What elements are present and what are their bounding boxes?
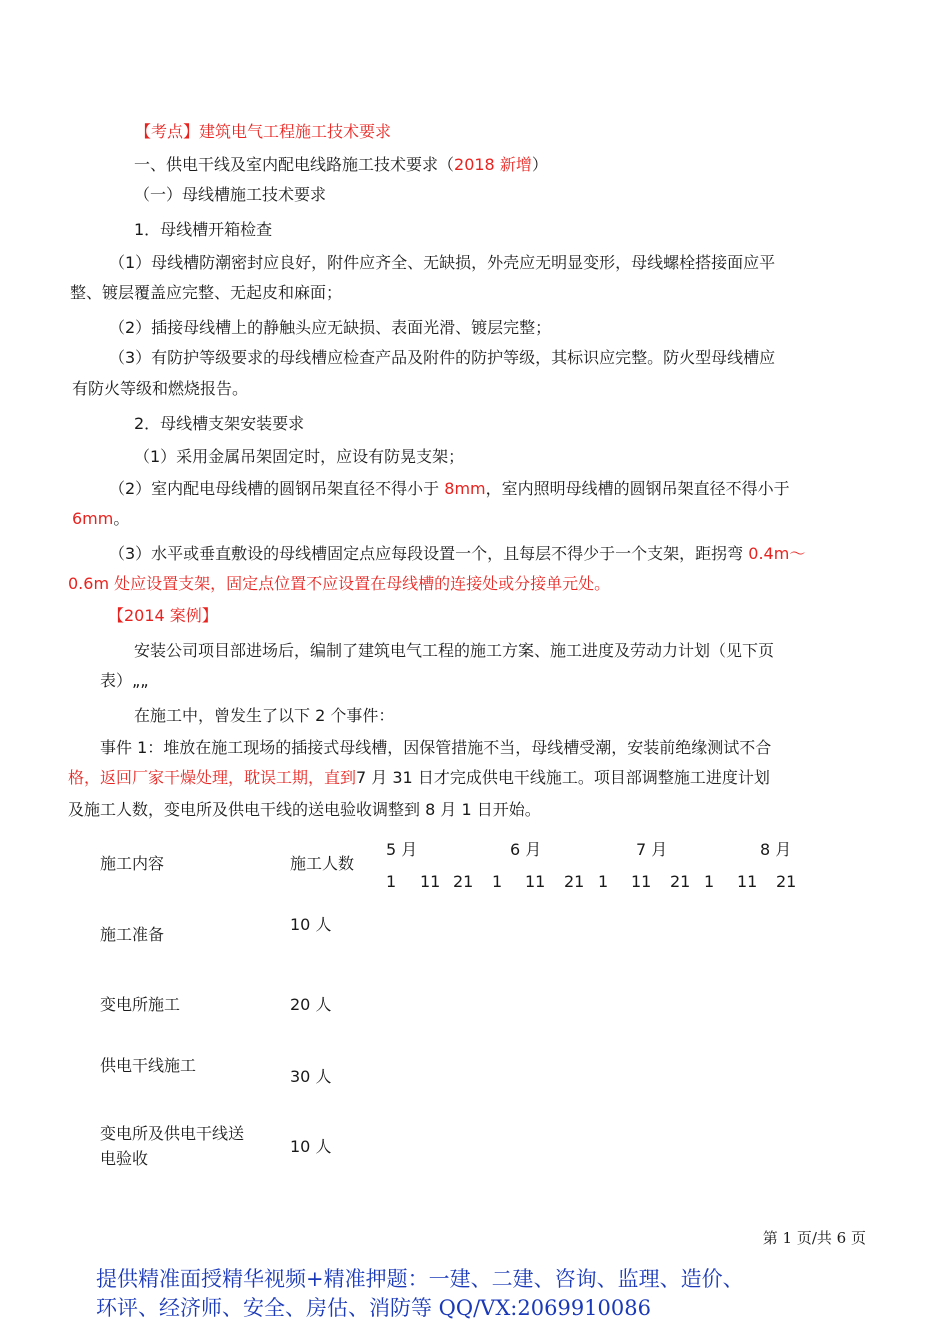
header-workers: 施工人数	[290, 854, 355, 873]
case-title: 【2014 案例】	[108, 606, 218, 625]
case-para-2: 在施工中，曾发生了以下 2 个事件：	[134, 706, 395, 725]
tick: 11	[525, 872, 546, 891]
case-para-1-line-1: 安装公司项目部进场后，编制了建筑电气工程的施工方案、施工进度及劳动力计划（见下页	[134, 641, 775, 660]
tick: 11	[420, 872, 441, 891]
row-content: 施工准备	[100, 925, 165, 944]
new-2018-badge: 2018 新增	[454, 155, 532, 174]
tick: 11	[631, 872, 652, 891]
row-content: 变电所及供电干线送	[100, 1124, 245, 1143]
event-1-line-1: 事件 1：堆放在施工现场的插接式母线槽，因保管措施不当，母线槽受潮，安装前绝缘测试不合	[100, 738, 772, 757]
item-2-para-3-line-2: 0.6m 处应设置支架，固定点位置不应设置在母线槽的连接处或分接单元处。	[68, 574, 611, 593]
month-july: 7 月	[636, 840, 668, 859]
tick: 21	[453, 872, 474, 891]
tick: 21	[670, 872, 691, 891]
item-1-para-2: （2）插接母线槽上的静触头应无缺损、表面光滑、镀层完整；	[109, 318, 552, 337]
row-content: 供电干线施工	[100, 1056, 197, 1075]
page-number: 第 1 页/共 6 页	[762, 1229, 866, 1247]
item-1-para-1-line-2: 整、镀层覆盖应完整、无起皮和麻面；	[70, 283, 343, 302]
item-2-para-3-line-1: （3）水平或垂直敷设的母线槽固定点应每段设置一个，且每层不得少于一个支架，距拐弯 0.4m～	[109, 544, 806, 563]
tick: 1	[492, 872, 503, 891]
case-para-1-line-2: 表）„„	[100, 671, 149, 690]
item-1-title: 1．母线槽开箱检查	[134, 220, 273, 239]
row-workers: 30 人	[290, 1067, 332, 1086]
event-1-line-2: 格，返回厂家干燥处理，耽误工期，直到7 月 31 日才完成供电干线施工。项目部调整施工进度计划	[68, 768, 770, 787]
heading-title: 建筑电气工程施工技术要求	[199, 122, 392, 141]
event-1-line-3: 及施工人数，变电所及供电干线的送电验收调整到 8 月 1 日开始。	[68, 800, 541, 819]
item-2-para-1: （1）采用金属吊架固定时，应设有防晃支架；	[134, 447, 465, 466]
row-workers: 10 人	[290, 915, 332, 934]
item-2-para-2-line-1: （2）室内配电母线槽的圆钢吊架直径不得小于 8mm，室内照明母线槽的圆钢吊架直径不得小于	[109, 479, 790, 498]
item-1-para-3-line-2: 有防火等级和燃烧报告。	[72, 379, 249, 398]
subsection-1-title: （一）母线槽施工技术要求	[134, 185, 327, 204]
row-content: 变电所施工	[100, 995, 181, 1014]
tick: 21	[564, 872, 585, 891]
tick: 1	[598, 872, 609, 891]
tick: 21	[776, 872, 797, 891]
item-2-title: 2．母线槽支架安装要求	[134, 414, 305, 433]
item-1-para-1-line-1: （1）母线槽防潮密封应良好，附件应齐全、无缺损，外壳应无明显变形，母线螺栓搭接面应平	[109, 253, 776, 272]
row-content: 电验收	[100, 1149, 149, 1168]
month-may: 5 月	[386, 840, 418, 859]
tick: 11	[737, 872, 758, 891]
row-workers: 20 人	[290, 995, 332, 1014]
month-august: 8 月	[760, 840, 792, 859]
promo-line-1: 提供精准面授精华视频+精准押题：一建、二建、咨询、监理、造价、	[96, 1267, 744, 1291]
tick: 1	[704, 872, 715, 891]
header-content: 施工内容	[100, 854, 165, 873]
month-june: 6 月	[510, 840, 542, 859]
heading-bracket: 【考点】	[135, 122, 200, 141]
item-1-para-3-line-1: （3）有防护等级要求的母线槽应检查产品及附件的防护等级，其标识应完整。防火型母线槽应	[109, 348, 776, 367]
promo-line-2: 环评、经济师、安全、房估、消防等 QQ/VX:2069910086	[96, 1296, 651, 1320]
heading	[135, 122, 391, 142]
item-2-para-2-line-2: 6mm。	[72, 509, 130, 528]
tick: 1	[386, 872, 397, 891]
section-1-title: 一、供电干线及室内配电线路施工技术要求（2018 新增）	[134, 155, 548, 174]
row-workers: 10 人	[290, 1137, 332, 1156]
